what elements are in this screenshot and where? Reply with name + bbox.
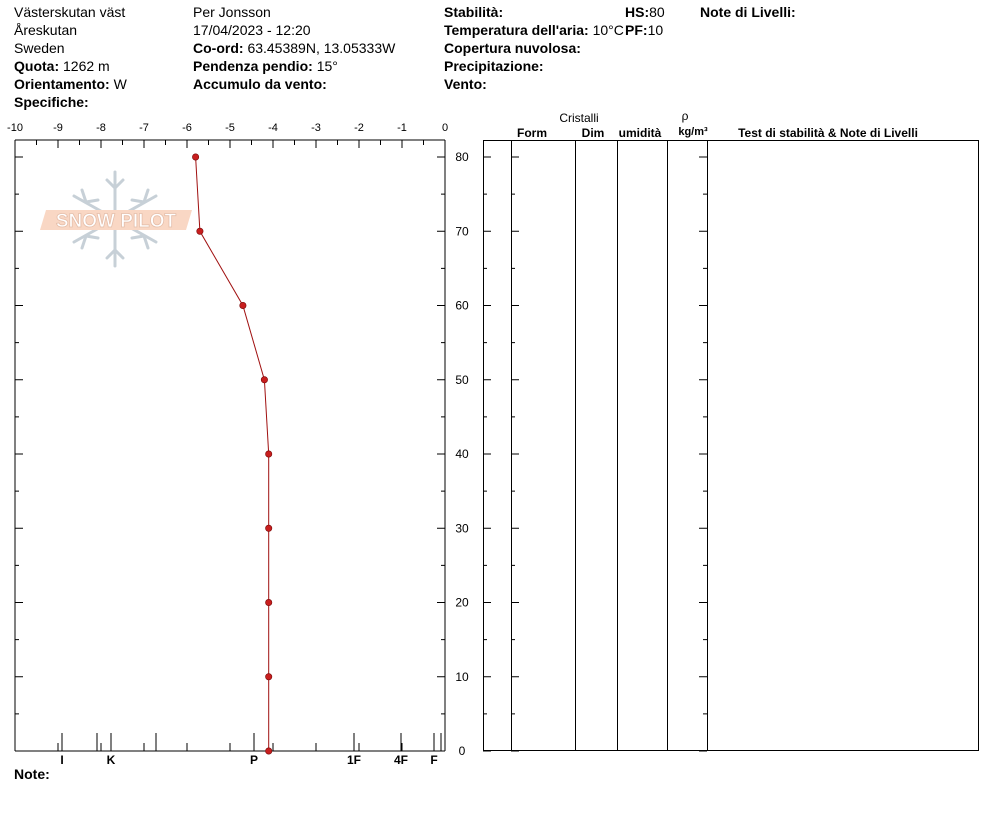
hardness-axis-labels [60,753,437,767]
height-tick-label: 30 [455,521,469,536]
slope-label: Pendenza pendio: [193,58,313,74]
height-ticks-right [437,157,445,751]
layer-table [484,140,979,751]
temperature-tick-label: -9 [53,122,63,134]
elevation-value: 1262 m [63,58,110,74]
size-header: Dim [581,126,605,140]
precipitation-label: Precipitazione: [444,58,544,74]
coord-value: 63.45389N, 13.05333W [247,40,396,56]
density-unit: kg/m³ [678,126,708,138]
coord-label: Co-ord: [193,40,244,56]
hardness-label: 1F [346,753,362,767]
specifics-label: Specifiche: [14,94,89,110]
stability-tests-header: Test di stabilità & Note di Livelli [738,126,918,140]
area-name: Åreskutan [14,22,78,38]
temperature-tick-label: -2 [354,122,364,134]
observation-datetime: 17/04/2023 - 12:20 [193,22,311,38]
height-tick-label: 40 [455,447,469,461]
aspect-label: Orientamento: [14,76,110,92]
slope-value: 15° [316,58,338,74]
temperature-point [192,154,198,160]
wind-label: Vento: [444,76,487,92]
temperature-point [197,228,203,234]
height-tick-label: 80 [455,150,469,164]
wind-loading-label: Accumulo da vento: [193,76,327,92]
pf-label: PF: [625,22,648,38]
cloud-cover-label: Copertura nuvolosa: [444,40,581,56]
country-name: Sweden [14,40,65,56]
crystals-header: Cristalli [559,111,599,125]
form-header: Form [517,126,547,140]
temperature-axis-labels [7,122,448,134]
layer-notes-label: Note di Livelli: [700,4,796,20]
hardness-label: I [60,753,64,767]
height-tick-label: 50 [455,372,469,387]
temperature-point [266,748,272,754]
temperature-tick-label: 0 [441,122,449,134]
notes-label: Note: [14,766,50,782]
height-ticks-left [15,157,23,751]
hardness-label: K [106,753,116,767]
temperature-point [266,451,272,457]
hardness-label: 4F [393,753,409,767]
location-name: Västerskutan väst [14,4,126,20]
snowpilot-watermark [40,172,192,266]
temperature-tick-label: -7 [139,122,149,134]
height-tick-label: 20 [455,595,469,610]
temperature-tick-label: -4 [268,122,278,134]
temperature-profile-points [192,154,271,754]
temperature-tick-label: -5 [225,122,235,134]
moisture-header: umidità [618,126,662,140]
temperature-point [266,599,272,605]
hs-label: HS: [625,4,650,20]
temperature-point [261,377,267,383]
height-tick-label: 0 [458,744,466,758]
table-height-ticks [483,157,707,751]
stability-label: Stabilità: [444,4,504,20]
temperature-profile-line [196,157,269,751]
temperature-tick-label: -1 [397,122,407,134]
pf-value: 10 [647,22,664,38]
height-tick-label: 10 [455,669,469,684]
temperature-point [266,674,272,680]
air-temp-label: Temperatura dell'aria: [444,22,589,38]
height-tick-label: 60 [455,298,469,313]
observer-name: Per Jonsson [193,4,271,20]
hs-value: 80 [649,4,665,20]
hardness-label: F [430,753,438,767]
temperature-tick-label: -8 [96,122,106,134]
watermark-text: SNOW PILOT [55,211,177,232]
temperature-tick-label: -6 [182,122,192,134]
temperature-point [266,525,272,531]
height-tick-label: 70 [455,224,469,239]
elevation-label: Quota: [14,58,60,74]
temperature-point [240,302,246,308]
temperature-tick-label: -10 [7,122,23,134]
temperature-tick-label: -3 [311,122,321,134]
height-axis-labels [455,150,469,758]
air-temp-value: 10°C [592,22,624,38]
aspect-value: W [113,76,127,92]
hardness-label: P [249,753,259,767]
hardness-axis-ticks [62,733,441,751]
density-symbol: ρ [681,109,689,123]
